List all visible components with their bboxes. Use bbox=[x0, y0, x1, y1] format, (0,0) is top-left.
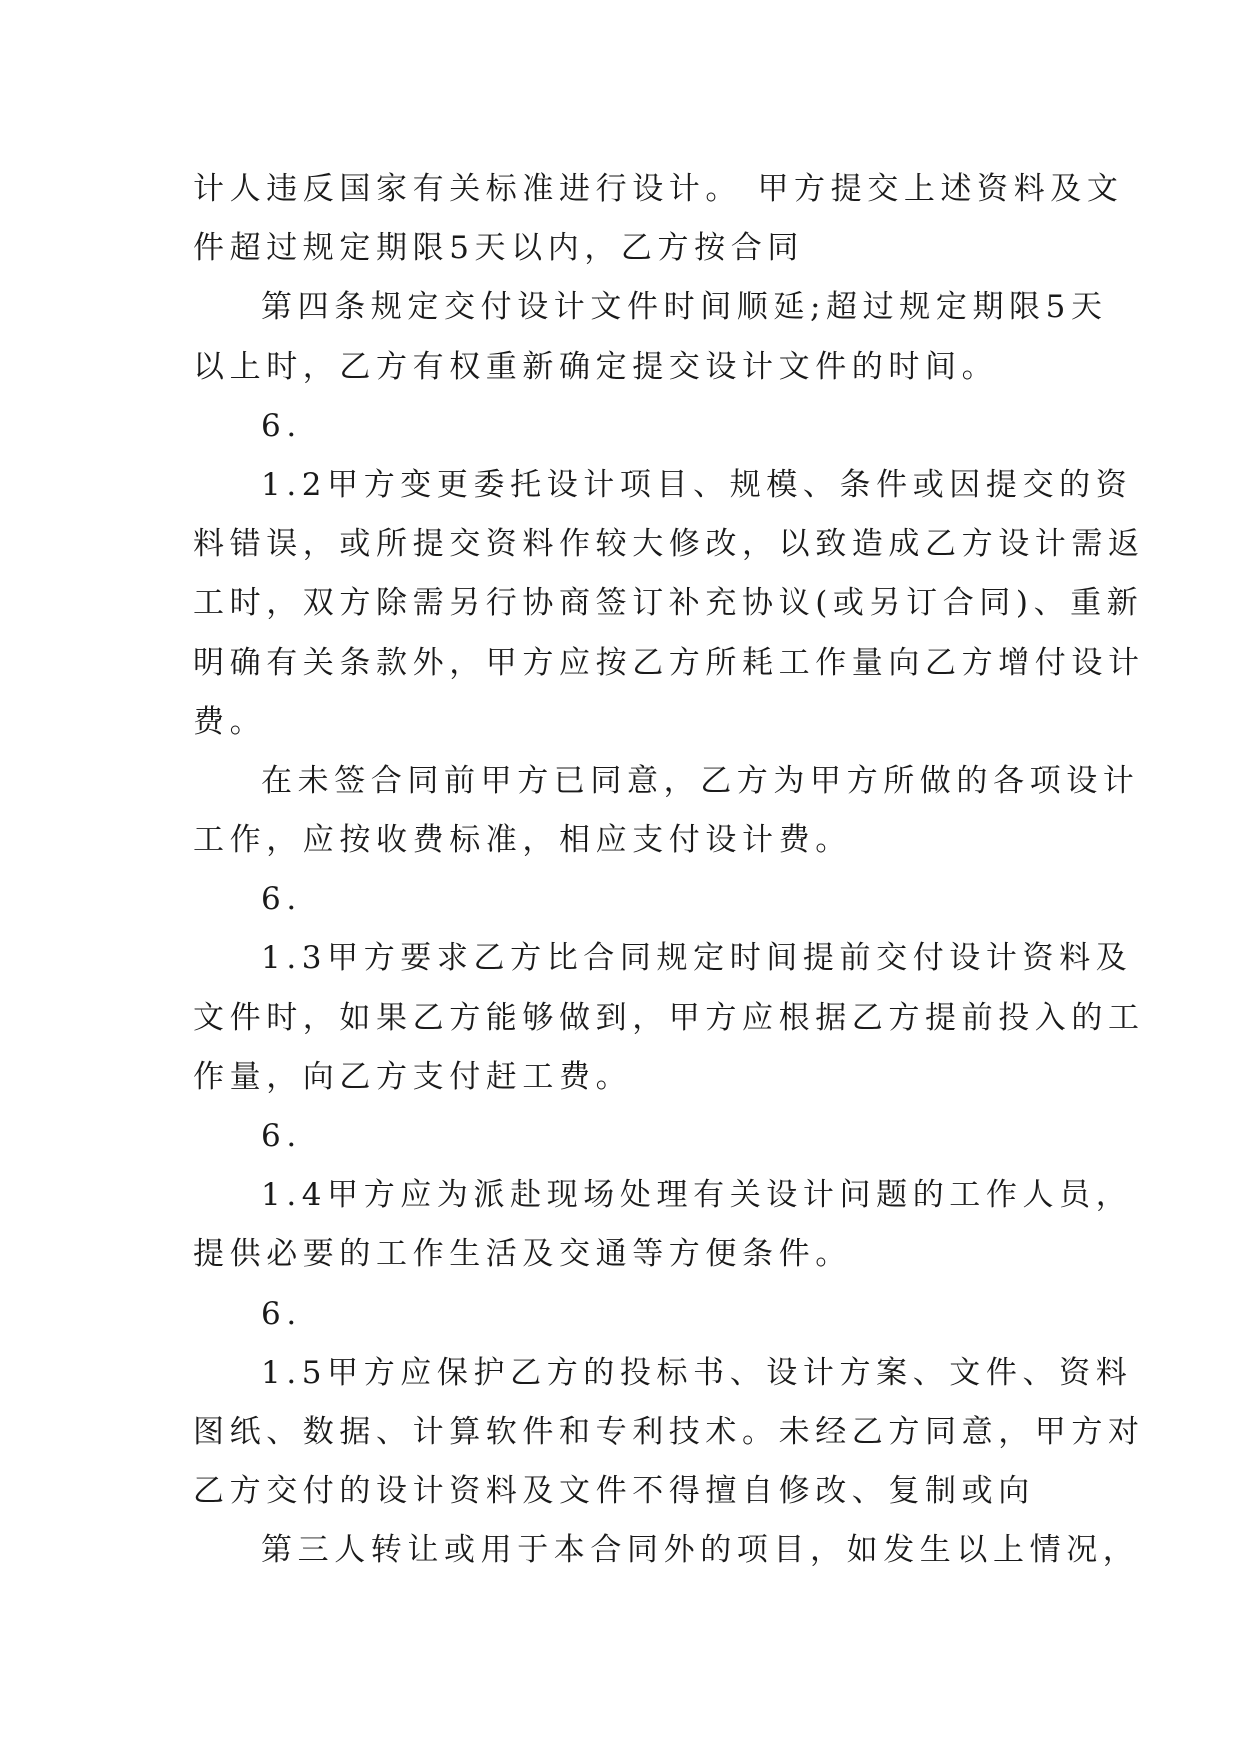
text-line-15: 文件时，如果乙方能够做到，甲方应根据乙方提前投入的工 bbox=[193, 999, 1145, 1036]
text-line-3: 第四条规定交付设计文件时间顺延;超过规定期限5天 bbox=[261, 289, 1108, 326]
section-number-4: 6. bbox=[261, 1295, 302, 1332]
text-line-2: 件超过规定期限5天以内，乙方按合同 bbox=[193, 230, 804, 267]
text-line-19: 提供必要的工作生活及交通等方便条件。 bbox=[193, 1236, 852, 1273]
text-line-21: 1.5甲方应保护乙方的投标书、设计方案、文件、资料 bbox=[261, 1354, 1133, 1391]
text-line-14: 1.3甲方要求乙方比合同规定时间提前交付设计资料及 bbox=[261, 940, 1133, 977]
text-line-4: 以上时，乙方有权重新确定提交设计文件的时间。 bbox=[193, 348, 999, 385]
text-line-18: 1.4甲方应为派赴现场处理有关设计问题的工作人员， bbox=[261, 1177, 1133, 1214]
contract-text bbox=[193, 160, 1145, 1581]
text-line-23: 乙方交付的设计资料及文件不得擅自修改、复制或向 bbox=[193, 1473, 1035, 1510]
text-line-8: 工时，双方除需另行协商签订补充协议(或另订合同)、重新 bbox=[193, 585, 1144, 622]
section-number-2: 6. bbox=[261, 881, 302, 918]
text-line-16: 作量，向乙方支付赶工费。 bbox=[193, 1058, 633, 1095]
section-number-3: 6. bbox=[261, 1118, 302, 1154]
text-line-6: 1.2甲方变更委托设计项目、规模、条件或因提交的资 bbox=[261, 466, 1133, 503]
text-line-22: 图纸、数据、计算软件和专利技术。未经乙方同意，甲方对 bbox=[193, 1413, 1145, 1450]
text-line-9: 明确有关条款外，甲方应按乙方所耗工作量向乙方增付设计 bbox=[193, 644, 1145, 681]
text-line-24: 第三人转让或用于本合同外的项目，如发生以上情况， bbox=[261, 1532, 1140, 1569]
text-line-10: 费。 bbox=[193, 703, 267, 740]
text-line-11: 在未签合同前甲方已同意，乙方为甲方所做的各项设计 bbox=[261, 762, 1140, 799]
text-line-12: 工作，应按收费标准，相应支付设计费。 bbox=[193, 822, 852, 859]
section-number-1: 6. bbox=[261, 407, 302, 444]
text-line-7: 料错误，或所提交资料作较大修改，以致造成乙方设计需返 bbox=[193, 526, 1145, 563]
text-line-1: 计人违反国家有关标准进行设计。 甲方提交上述资料及文 bbox=[193, 171, 1124, 207]
